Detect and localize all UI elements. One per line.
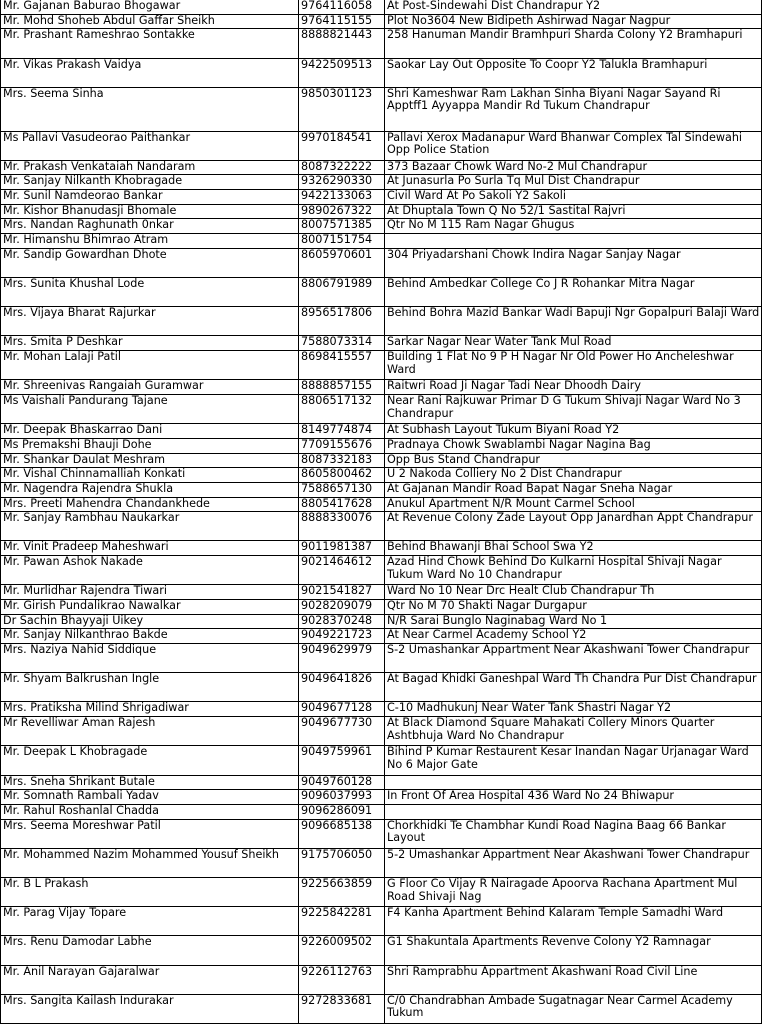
table-row (1, 512, 762, 541)
table-row (1, 497, 762, 512)
table-row (1, 702, 762, 717)
phone-number-cell: 8888330076 (299, 512, 385, 541)
phone-number-cell: 9096286091 (299, 804, 385, 819)
table-row (1, 453, 762, 468)
address-cell: Anukul Apartment N/R Mount Carmel School (385, 497, 762, 512)
table-row (1, 790, 762, 805)
phone-number-cell: 9422509513 (299, 58, 385, 87)
table-row (1, 717, 762, 746)
address-cell: 5-2 Umashankar Appartment Near Akashwani Tower Chandrapur (385, 848, 762, 877)
address-cell: Civil Ward At Po Sakoli Y2 Sakoli (385, 190, 762, 205)
phone-number-cell: 9970184541 (299, 131, 385, 160)
address-cell: At Bagad Khidki Ganeshpal Ward Th Chandra Pur Dist Chandrapur (385, 673, 762, 702)
contact-name-cell: Mr. Mohan Lalaji Patil (1, 351, 299, 380)
phone-number-cell: 9422133063 (299, 190, 385, 205)
contact-name-cell: Mr. Shyam Balkrushan Ingle (1, 673, 299, 702)
contact-name-cell: Mrs. Vijaya Bharat Rajurkar (1, 307, 299, 336)
contact-name-cell: Mrs. Nandan Raghunath 0nkar (1, 219, 299, 234)
phone-number-cell: 8956517806 (299, 307, 385, 336)
contact-name-cell: Mr. Anil Narayan Gajaralwar (1, 965, 299, 994)
table-row (1, 746, 762, 775)
address-cell: Near Rani Rajkuwar Primar D G Tukum Shivaji Nagar Ward No 3 Chandrapur (385, 394, 762, 423)
table-row (1, 234, 762, 249)
contact-name-cell: Mr. Sanjay Nilkanthrao Bakde (1, 629, 299, 644)
contact-name-cell: Mr. Somnath Rambali Yadav (1, 790, 299, 805)
address-cell: Shri Ramprabhu Appartment Akashwani Road Civil Line (385, 965, 762, 994)
contact-name-cell: Mr. B L Prakash (1, 877, 299, 906)
phone-number-cell: 9226009502 (299, 936, 385, 965)
address-cell: Behind Bohra Mazid Bankar Wadi Bapuji Ngr Gopalpuri Balaji Ward (385, 307, 762, 336)
table-row (1, 877, 762, 906)
phone-number-cell: 9272833681 (299, 994, 385, 1023)
table-row (1, 556, 762, 585)
table-row (1, 204, 762, 219)
phone-number-cell: 9049641826 (299, 673, 385, 702)
contact-name-cell: Mrs. Seema Sinha (1, 87, 299, 131)
contact-name-cell: Mr. Murlidhar Rajendra Tiwari (1, 585, 299, 600)
address-cell: C/0 Chandrabhan Ambade Sugatnagar Near Carmel Academy Tukum (385, 994, 762, 1023)
contact-name-cell: Mrs. Seema Moreshwar Patil (1, 819, 299, 848)
contact-name-cell: Mr. Gajanan Baburao Bhogawar (1, 0, 299, 14)
contact-name-cell: Mr. Girish Pundalikrao Nawalkar (1, 600, 299, 615)
address-cell: F4 Kanha Apartment Behind Kalaram Temple Samadhi Ward (385, 907, 762, 936)
table-row (1, 278, 762, 307)
address-cell: At Dhuptala Town Q No 52/1 Sastital Rajvri (385, 204, 762, 219)
table-row (1, 219, 762, 234)
phone-number-cell: 9049221723 (299, 629, 385, 644)
address-cell: Plot No3604 New Bidipeth Ashirwad Nagar Nagpur (385, 14, 762, 29)
contact-name-cell: Mr. Nagendra Rajendra Shukla (1, 482, 299, 497)
table-row (1, 614, 762, 629)
address-cell: Shri Kameshwar Ram Lakhan Sinha Biyani Nagar Sayand Ri Apptff1 Ayyappa Mandir Rd Tukum Chandrapur (385, 87, 762, 131)
contact-name-cell: Mr. Rahul Roshanlal Chadda (1, 804, 299, 819)
contact-name-cell: Mr. Vishal Chinnamalliah Konkati (1, 468, 299, 483)
contact-name-cell: Ms Premakshi Bhauji Dohe (1, 438, 299, 453)
phone-number-cell: 9011981387 (299, 541, 385, 556)
address-cell: S-2 Umashankar Appartment Near Akashwani Tower Chandrapur (385, 644, 762, 673)
address-cell (385, 775, 762, 790)
address-cell: At Junasurla Po Surla Tq Mul Dist Chandrapur (385, 175, 762, 190)
address-cell: Pradnaya Chowk Swablambi Nagar Nagina Bag (385, 438, 762, 453)
address-cell: C-10 Madhukunj Near Water Tank Shastri Nagar Y2 (385, 702, 762, 717)
phone-number-cell: 9049677730 (299, 717, 385, 746)
phone-number-cell: 7588657130 (299, 482, 385, 497)
address-cell: Raitwri Road Ji Nagar Tadi Near Dhoodh Dairy (385, 380, 762, 395)
contact-name-cell: Mrs. Naziya Nahid Siddique (1, 644, 299, 673)
address-cell: Bihind P Kumar Restaurent Kesar Inandan Nagar Urjanagar Ward No 6 Major Gate (385, 746, 762, 775)
address-cell: N/R Sarai Bunglo Naginabag Ward No 1 (385, 614, 762, 629)
phone-number-cell: 8149774874 (299, 424, 385, 439)
phone-number-cell: 8888821443 (299, 29, 385, 58)
address-cell: Building 1 Flat No 9 P H Nagar Nr Old Power Ho Ancheleshwar Ward (385, 351, 762, 380)
address-cell: 373 Bazaar Chowk Ward No-2 Mul Chandrapur (385, 160, 762, 175)
phone-number-cell: 9890267322 (299, 204, 385, 219)
address-cell: G1 Shakuntala Apartments Revenve Colony Y2 Ramnagar (385, 936, 762, 965)
address-cell: At Gajanan Mandir Road Bapat Nagar Sneha Nagar (385, 482, 762, 497)
address-cell (385, 234, 762, 249)
table-row (1, 248, 762, 277)
address-cell (385, 804, 762, 819)
contact-name-cell: Mr. Vinit Pradeep Maheshwari (1, 541, 299, 556)
contact-name-cell: Mrs. Pratiksha Milind Shrigadiwar (1, 702, 299, 717)
table-row (1, 819, 762, 848)
contact-name-cell: Mrs. Renu Damodar Labhe (1, 936, 299, 965)
table-row (1, 58, 762, 87)
phone-number-cell: 9049759961 (299, 746, 385, 775)
contact-name-cell: Mr. Mohammed Nazim Mohammed Yousuf Sheikh (1, 848, 299, 877)
phone-number-cell: 9226112763 (299, 965, 385, 994)
address-cell: Qtr No M 70 Shakti Nagar Durgapur (385, 600, 762, 615)
table-row (1, 482, 762, 497)
table-row (1, 673, 762, 702)
phone-number-cell: 8605800462 (299, 468, 385, 483)
phone-number-cell: 8087332183 (299, 453, 385, 468)
address-cell: Chorkhidki Te Chambhar Kundi Road Nagina Baag 66 Bankar Layout (385, 819, 762, 848)
phone-number-cell: 9096037993 (299, 790, 385, 805)
address-cell: At Post-Sindewahi Dist Chandrapur Y2 (385, 0, 762, 14)
address-cell: Azad Hind Chowk Behind Do Kulkarni Hospital Shivaji Nagar Tukum Ward No 10 Chandrapur (385, 556, 762, 585)
table-row (1, 307, 762, 336)
address-cell: 258 Hanuman Mandir Bramhpuri Sharda Colony Y2 Bramhapuri (385, 29, 762, 58)
phone-number-cell: 8007571385 (299, 219, 385, 234)
phone-number-cell: 9096685138 (299, 819, 385, 848)
contact-name-cell: Mr. Vikas Prakash Vaidya (1, 58, 299, 87)
address-cell: Behind Ambedkar College Co J R Rohankar Mitra Nagar (385, 278, 762, 307)
address-cell: Behind Bhawanji Bhai School Swa Y2 (385, 541, 762, 556)
address-cell: At Near Carmel Academy School Y2 (385, 629, 762, 644)
phone-number-cell: 9850301123 (299, 87, 385, 131)
contact-name-cell: Mrs. Sunita Khushal Lode (1, 278, 299, 307)
table-row (1, 380, 762, 395)
table-row (1, 629, 762, 644)
address-cell: U 2 Nakoda Colliery No 2 Dist Chandrapur (385, 468, 762, 483)
table-row (1, 175, 762, 190)
table-row (1, 541, 762, 556)
contact-name-cell: Mr. Shankar Daulat Meshram (1, 453, 299, 468)
contact-name-cell: Mr. Himanshu Bhimrao Atram (1, 234, 299, 249)
address-cell: Sarkar Nagar Near Water Tank Mul Road (385, 336, 762, 351)
phone-number-cell: 8007151754 (299, 234, 385, 249)
contact-name-cell: Mr. Sandip Gowardhan Dhote (1, 248, 299, 277)
contact-name-cell: Mr. Kishor Bhanudasji Bhomale (1, 204, 299, 219)
contact-name-cell: Mr. Mohd Shoheb Abdul Gaffar Sheikh (1, 14, 299, 29)
table-row (1, 804, 762, 819)
table-row (1, 994, 762, 1023)
table-row (1, 14, 762, 29)
contact-name-cell: Mrs. Preeti Mahendra Chandankhede (1, 497, 299, 512)
table-row (1, 965, 762, 994)
table-row (1, 775, 762, 790)
contact-name-cell: Mr. Shreenivas Rangaiah Guramwar (1, 380, 299, 395)
phone-number-cell: 9225842281 (299, 907, 385, 936)
table-row (1, 394, 762, 423)
address-cell: In Front Of Area Hospital 436 Ward No 24 Bhiwapur (385, 790, 762, 805)
phone-number-cell: 9764115155 (299, 14, 385, 29)
contact-rows (1, 0, 762, 1023)
address-cell: At Revenue Colony Zade Layout Opp Janardhan Appt Chandrapur (385, 512, 762, 541)
table-row (1, 585, 762, 600)
phone-number-cell: 8805417628 (299, 497, 385, 512)
contact-name-cell: Mrs. Sneha Shrikant Butale (1, 775, 299, 790)
phone-number-cell: 9021541827 (299, 585, 385, 600)
contact-name-cell: Mr. Parag Vijay Topare (1, 907, 299, 936)
contact-name-cell: Mrs. Smita P Deshkar (1, 336, 299, 351)
table-row (1, 468, 762, 483)
contact-name-cell: Mr. Pawan Ashok Nakade (1, 556, 299, 585)
contact-name-cell: Mr. Sanjay Rambhau Naukarkar (1, 512, 299, 541)
contact-name-cell: Mrs. Sangita Kailash Indurakar (1, 994, 299, 1023)
phone-number-cell: 9175706050 (299, 848, 385, 877)
table-row (1, 936, 762, 965)
phone-number-cell: 8698415557 (299, 351, 385, 380)
phone-number-cell: 9028209079 (299, 600, 385, 615)
contact-name-cell: Mr. Sanjay Nilkanth Khobragade (1, 175, 299, 190)
contact-name-cell: Mr. Prakash Venkataiah Nandaram (1, 160, 299, 175)
contact-name-cell: Ms Vaishali Pandurang Tajane (1, 394, 299, 423)
table-row (1, 907, 762, 936)
address-cell: Ward No 10 Near Drc Healt Club Chandrapur Th (385, 585, 762, 600)
address-cell: Saokar Lay Out Opposite To Coopr Y2 Talukla Bramhapuri (385, 58, 762, 87)
phone-number-cell: 9225663859 (299, 877, 385, 906)
contact-name-cell: Mr. Prashant Rameshrao Sontakke (1, 29, 299, 58)
address-cell: Pallavi Xerox Madanapur Ward Bhanwar Complex Tal Sindewahi Opp Police Station (385, 131, 762, 160)
table-row (1, 848, 762, 877)
phone-number-cell: 8888857155 (299, 380, 385, 395)
table-row (1, 600, 762, 615)
table-row (1, 0, 762, 14)
contact-name-cell: Mr. Sunil Namdeorao Bankar (1, 190, 299, 205)
table-row (1, 160, 762, 175)
phone-number-cell: 7709155676 (299, 438, 385, 453)
phone-number-cell: 8605970601 (299, 248, 385, 277)
table-row (1, 29, 762, 58)
address-cell: At Subhash Layout Tukum Biyani Road Y2 (385, 424, 762, 439)
phone-number-cell: 7588073314 (299, 336, 385, 351)
phone-number-cell: 8806791989 (299, 278, 385, 307)
phone-number-cell: 9326290330 (299, 175, 385, 190)
address-cell: Opp Bus Stand Chandrapur (385, 453, 762, 468)
address-cell: G Floor Co Vijay R Nairagade Apoorva Rachana Apartment Mul Road Shivaji Nag (385, 877, 762, 906)
phone-number-cell: 9764116058 (299, 0, 385, 14)
table-row (1, 351, 762, 380)
contact-name-cell: Mr. Deepak Bhaskarrao Dani (1, 424, 299, 439)
phone-number-cell: 9049677128 (299, 702, 385, 717)
table-row (1, 131, 762, 160)
contact-name-cell: Dr Sachin Bhayyaji Uikey (1, 614, 299, 629)
phone-number-cell: 9021464612 (299, 556, 385, 585)
phone-number-cell: 8087322222 (299, 160, 385, 175)
table-row (1, 336, 762, 351)
phone-number-cell: 8806517132 (299, 394, 385, 423)
address-cell: At Black Diamond Square Mahakati Collery Minors Quarter Ashtbhuja Ward No Chandrapur (385, 717, 762, 746)
table-row (1, 438, 762, 453)
table-row (1, 424, 762, 439)
contact-name-cell: Mr. Deepak L Khobragade (1, 746, 299, 775)
phone-number-cell: 9049760128 (299, 775, 385, 790)
address-cell: 304 Priyadarshani Chowk Indira Nagar Sanjay Nagar (385, 248, 762, 277)
table-row (1, 644, 762, 673)
address-cell: Qtr No M 115 Ram Nagar Ghugus (385, 219, 762, 234)
contact-name-cell: Mr Revelliwar Aman Rajesh (1, 717, 299, 746)
phone-number-cell: 9028370248 (299, 614, 385, 629)
table-row (1, 87, 762, 131)
phone-number-cell: 9049629979 (299, 644, 385, 673)
table-row (1, 190, 762, 205)
contact-name-cell: Ms Pallavi Vasudeorao Paithankar (1, 131, 299, 160)
